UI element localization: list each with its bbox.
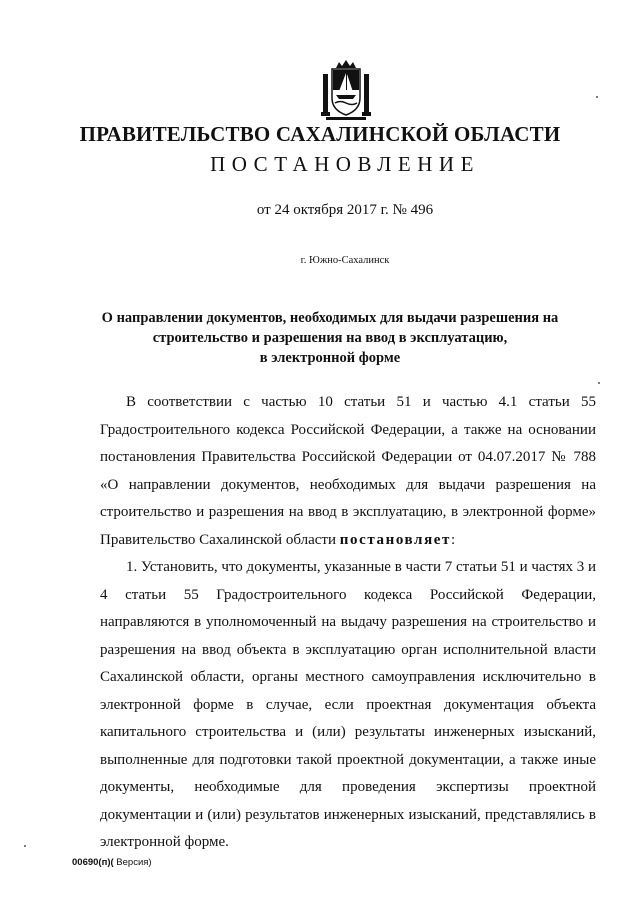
preamble-paragraph (100, 389, 596, 554)
footer-version: Версия) (113, 857, 152, 868)
scan-speck (596, 96, 598, 98)
government-title: ПРАВИТЕЛЬСТВО САХАЛИНСКОЙ ОБЛАСТИ (79, 122, 561, 146)
decree-word: постановляет (339, 531, 452, 548)
subject-line: в электронной форме (259, 350, 401, 366)
document-body (100, 389, 596, 857)
decree-colon: : (451, 531, 456, 548)
subject-line: О направлении документов, необходимых для выдачи разрешения на (101, 310, 559, 326)
document-type: ПОСТАНОВЛЕНИЕ (210, 152, 480, 176)
preamble-text: В соответствии с частью 10 статьи 51 и частью 4.1 статьи 55 Градостроительного кодекса Российской Федерации, а также на основании постановления Правительства Российской Федерации от 04.07.2017 № 788 «О направлении документов, необходимых для выдачи разрешения на строительство и разрешения на ввод в эксплуатацию, в электронной форме» Правительство Сахалинской области (100, 394, 596, 548)
document-date-number: от 24 октября 2017 г. № 496 (256, 202, 434, 218)
footer-code: 00690(п)( (72, 857, 114, 868)
scan-speck (598, 382, 600, 384)
footer-document-code (72, 857, 152, 868)
subject-line: строительство и разрешения на ввод в эксплуатацию, (152, 330, 508, 346)
document-subject (100, 308, 560, 368)
document-city: г. Южно-Сахалинск (300, 255, 390, 266)
scan-speck (24, 845, 26, 847)
item-1-paragraph: 1. Установить, что документы, указанные в части 7 статьи 51 и частях 3 и 4 статьи 55 Градостроительного кодекса Российской Федерации, направляются в уполномоченный на выдачу разрешения на строительство и разрешения на ввод объекта в эксплуатацию орган исполнительной власти Сахалинской области, органы местного самоуправления исключительно в электронной форме в случае, если проектная документация объекта капитального строительства и (или) результаты инженерных изысканий, выполненные для подготовки такой проектной документации, а также иные документы, необходимые для проведения экспертизы проектной документации и (или) результатов инженерных изысканий, представлялись в электронной форме. (100, 559, 597, 850)
sakhalin-coat-of-arms-icon (320, 60, 372, 122)
